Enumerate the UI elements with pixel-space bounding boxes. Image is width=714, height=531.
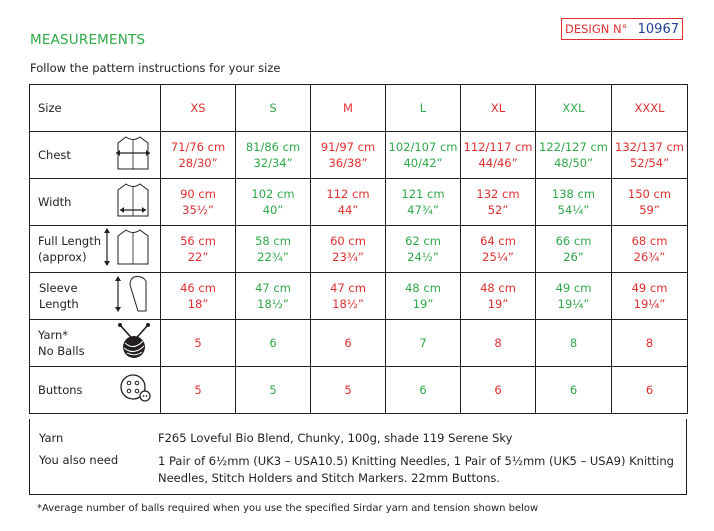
width-s: 102 cm 40”: [236, 179, 311, 226]
width-l: 121 cm 47¾”: [386, 179, 461, 226]
chest-xxxl: 132/137 cm 52/54”: [612, 132, 688, 179]
yarn-xl: 8: [461, 320, 536, 367]
width-row: [30, 179, 688, 226]
chest-xl: 112/117 cm 44/46”: [461, 132, 536, 179]
sleeve-s: 47 cm 18½”: [236, 273, 311, 320]
length-l: 62 cm 24½”: [386, 226, 461, 273]
size-xxl: XXL: [536, 85, 612, 132]
chest-row: [30, 132, 688, 179]
length-xxl: 66 cm 26”: [536, 226, 612, 273]
buttons-row: [30, 367, 688, 414]
size-l: L: [386, 85, 461, 132]
yarn-s: 6: [236, 320, 311, 367]
size-xl: XL: [461, 85, 536, 132]
needles-description: 1 Pair of 6½mm (UK3 – USA10.5) Knitting Needles, 1 Pair of 5½mm (UK5 – USA9) Knitting Needles, Stitch Holders and Stitch Markers. 22mm Buttons.: [158, 454, 674, 485]
buttons-s: 5: [236, 367, 311, 414]
size-header-row: [30, 85, 688, 132]
chest-s: 81/86 cm 32/34”: [236, 132, 311, 179]
length-m: 60 cm 23¾”: [311, 226, 386, 273]
design-label: DESIGN N°: [565, 22, 628, 36]
footnote: *Average number of balls required when you use the specified Sirdar yarn and tension shown below: [37, 503, 539, 514]
yarn-xs: 5: [161, 320, 236, 367]
length-xxxl: 68 cm 26¾”: [612, 226, 688, 273]
size-label: Size: [38, 101, 62, 115]
size-s: S: [236, 85, 311, 132]
sleeve-l: 48 cm 19”: [386, 273, 461, 320]
yarn-m: 6: [311, 320, 386, 367]
yarn-l: 7: [386, 320, 461, 367]
row-label-chest: Chest: [30, 147, 160, 163]
size-xs: XS: [161, 85, 236, 132]
yarn-xxl: 8: [536, 320, 612, 367]
length-xl: 64 cm 25¼”: [461, 226, 536, 273]
length-s: 58 cm 22¾”: [236, 226, 311, 273]
row-label-width: Width: [30, 194, 160, 210]
you-also-need-label: You also need: [39, 453, 119, 467]
row-label-length: Full Length (approx): [30, 233, 160, 265]
instructions-subtitle: Follow the pattern instructions for your size: [30, 61, 281, 75]
buttons-m: 5: [311, 367, 386, 414]
sleeve-xl: 48 cm 19”: [461, 273, 536, 320]
buttons-xs: 5: [161, 367, 236, 414]
buttons-xxxl: 6: [612, 367, 688, 414]
width-xxl: 138 cm 54¼”: [536, 179, 612, 226]
chest-l: 102/107 cm 40/42”: [386, 132, 461, 179]
yarn-ball-icon: [116, 321, 152, 365]
sleeve-xs: 46 cm 18”: [161, 273, 236, 320]
chest-xs: 71/76 cm 28/30”: [161, 132, 236, 179]
buttons-xxl: 6: [536, 367, 612, 414]
sleeve-row: [30, 273, 688, 320]
yarn-label: Yarn: [39, 431, 64, 445]
design-number: 10967: [637, 21, 679, 37]
length-row: [30, 226, 688, 273]
width-xs: 90 cm 35½”: [161, 179, 236, 226]
chest-m: 91/97 cm 36/38”: [311, 132, 386, 179]
size-m: M: [311, 85, 386, 132]
yarn-xxxl: 8: [612, 320, 688, 367]
sleeve-xxxl: 49 cm 19¼”: [612, 273, 688, 320]
row-label-buttons: Buttons: [30, 382, 160, 398]
yarn-description: F265 Loveful Bio Blend, Chunky, 100g, shade 119 Serene Sky: [158, 431, 513, 445]
width-xxxl: 150 cm 59”: [612, 179, 688, 226]
buttons-l: 6: [386, 367, 461, 414]
design-number-box: [561, 18, 683, 40]
length-diagram-icon: [102, 226, 152, 272]
width-xl: 132 cm 52”: [461, 179, 536, 226]
row-label-sleeve: Sleeve Length: [30, 280, 160, 312]
sleeve-xxl: 49 cm 19¼”: [536, 273, 612, 320]
buttons-xl: 6: [461, 367, 536, 414]
materials-box: [29, 419, 687, 495]
chest-diagram-icon: [114, 133, 152, 177]
length-xs: 56 cm 22”: [161, 226, 236, 273]
yarn-balls-row: [30, 320, 688, 367]
row-label-yarn: Yarn* No Balls: [30, 327, 160, 359]
chest-xxl: 122/127 cm 48/50”: [536, 132, 612, 179]
width-diagram-icon: [114, 180, 152, 224]
sleeve-m: 47 cm 18½”: [311, 273, 386, 320]
page-title: MEASUREMENTS: [30, 32, 146, 48]
width-m: 112 cm 44”: [311, 179, 386, 226]
measurements-table: [29, 84, 688, 414]
size-xxxl: XXXL: [612, 85, 688, 132]
button-icon: [118, 371, 152, 409]
sleeve-diagram-icon: [112, 273, 152, 319]
